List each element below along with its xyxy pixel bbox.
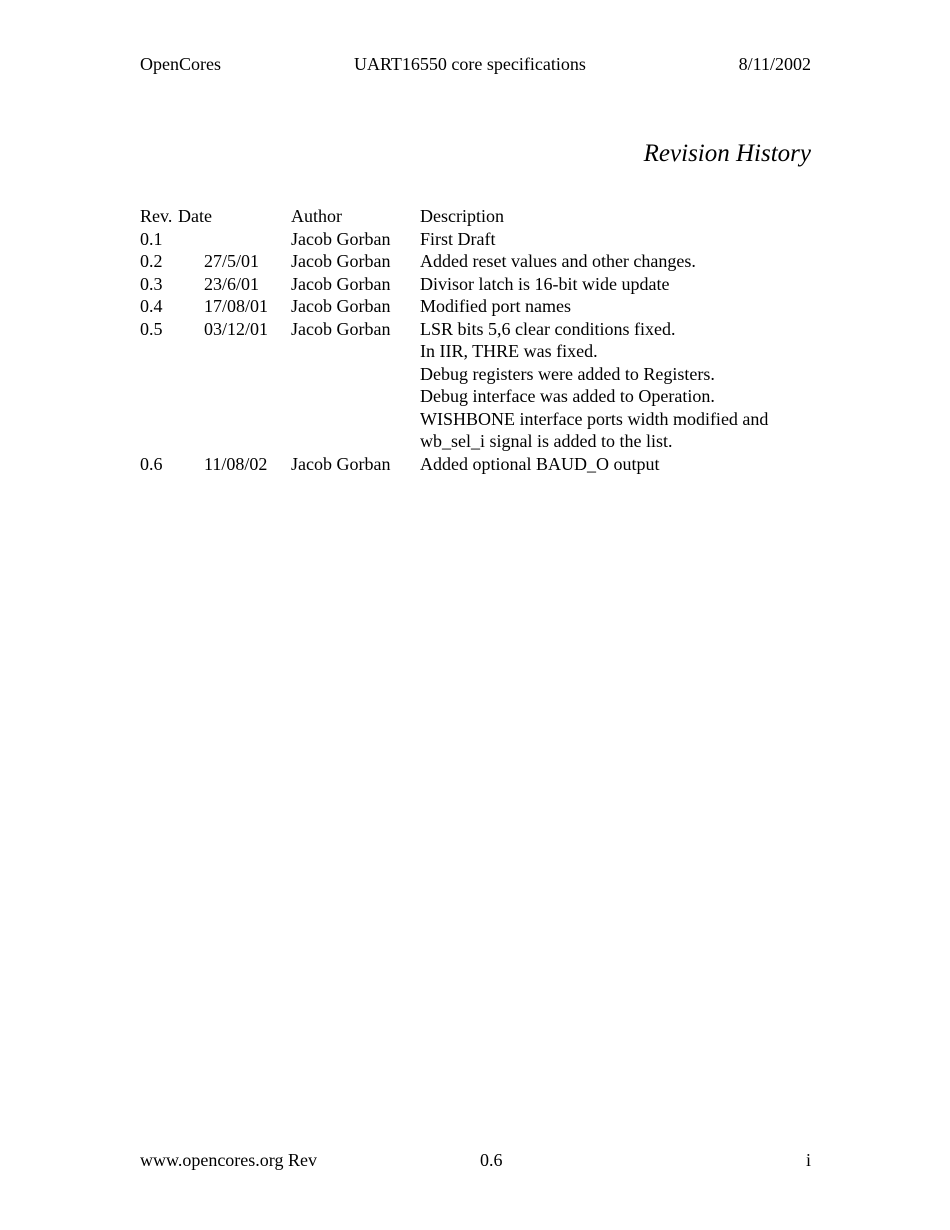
page-header bbox=[140, 54, 811, 78]
cell-description: wb_sel_i signal is added to the list. bbox=[420, 431, 673, 451]
cell-description: Debug interface was added to Operation. bbox=[420, 386, 715, 406]
cell-rev: 0.3 bbox=[140, 273, 163, 294]
table-row bbox=[140, 453, 820, 476]
cell-author: Jacob Gorban bbox=[291, 296, 391, 316]
cell-description: Added optional BAUD_O output bbox=[420, 453, 660, 474]
table-row bbox=[140, 250, 820, 273]
cell-date: 17/08/01 bbox=[204, 296, 269, 316]
cell-description: Added reset values and other changes. bbox=[420, 251, 696, 271]
table-body bbox=[140, 228, 820, 476]
cell-description: First Draft bbox=[420, 228, 496, 249]
cell-description: Divisor latch is 16-bit wide update bbox=[420, 273, 670, 294]
table-row bbox=[140, 228, 820, 251]
table-row bbox=[140, 363, 820, 386]
page-title: Revision History bbox=[643, 140, 811, 167]
table-row bbox=[140, 430, 820, 453]
cell-author: Jacob Gorban bbox=[291, 318, 391, 339]
table-row bbox=[140, 385, 820, 408]
column-header-date: Date bbox=[178, 206, 212, 226]
cell-description: In IIR, THRE was fixed. bbox=[420, 341, 598, 361]
header-date: 8/11/2002 bbox=[738, 54, 811, 74]
cell-rev: 0.2 bbox=[140, 251, 163, 271]
column-header-rev: Rev. bbox=[140, 206, 173, 226]
column-header-author: Author bbox=[291, 206, 342, 226]
cell-rev: 0.4 bbox=[140, 296, 163, 316]
cell-author: Jacob Gorban bbox=[291, 453, 391, 474]
table-row bbox=[140, 295, 820, 318]
cell-description: WISHBONE interface ports width modified and bbox=[420, 408, 769, 429]
table-row bbox=[140, 340, 820, 363]
cell-rev: 0.5 bbox=[140, 318, 163, 339]
table-row bbox=[140, 318, 820, 341]
cell-description: LSR bits 5,6 clear conditions fixed. bbox=[420, 318, 676, 339]
revision-table bbox=[140, 205, 820, 475]
footer-revision: 0.6 bbox=[480, 1150, 503, 1170]
cell-date: 23/6/01 bbox=[204, 273, 260, 294]
header-organization: OpenCores bbox=[140, 54, 221, 74]
cell-author: Jacob Gorban bbox=[291, 273, 391, 294]
page-footer bbox=[140, 1150, 811, 1174]
cell-date: 11/08/02 bbox=[204, 453, 268, 474]
table-row bbox=[140, 408, 820, 431]
cell-rev: 0.1 bbox=[140, 228, 163, 249]
cell-author: Jacob Gorban bbox=[291, 228, 391, 249]
cell-rev: 0.6 bbox=[140, 453, 163, 474]
cell-description: Modified port names bbox=[420, 296, 571, 316]
cell-author: Jacob Gorban bbox=[291, 251, 391, 271]
cell-description: Debug registers were added to Registers. bbox=[420, 363, 715, 384]
footer-page-number: i bbox=[805, 1150, 811, 1170]
column-header-description: Description bbox=[420, 206, 504, 226]
header-document-title: UART16550 core specifications bbox=[354, 54, 586, 74]
table-header-row bbox=[140, 205, 820, 228]
footer-website: www.opencores.org Rev bbox=[140, 1150, 317, 1170]
table-row bbox=[140, 273, 820, 296]
cell-date: 27/5/01 bbox=[204, 251, 260, 271]
cell-date: 03/12/01 bbox=[204, 318, 269, 339]
